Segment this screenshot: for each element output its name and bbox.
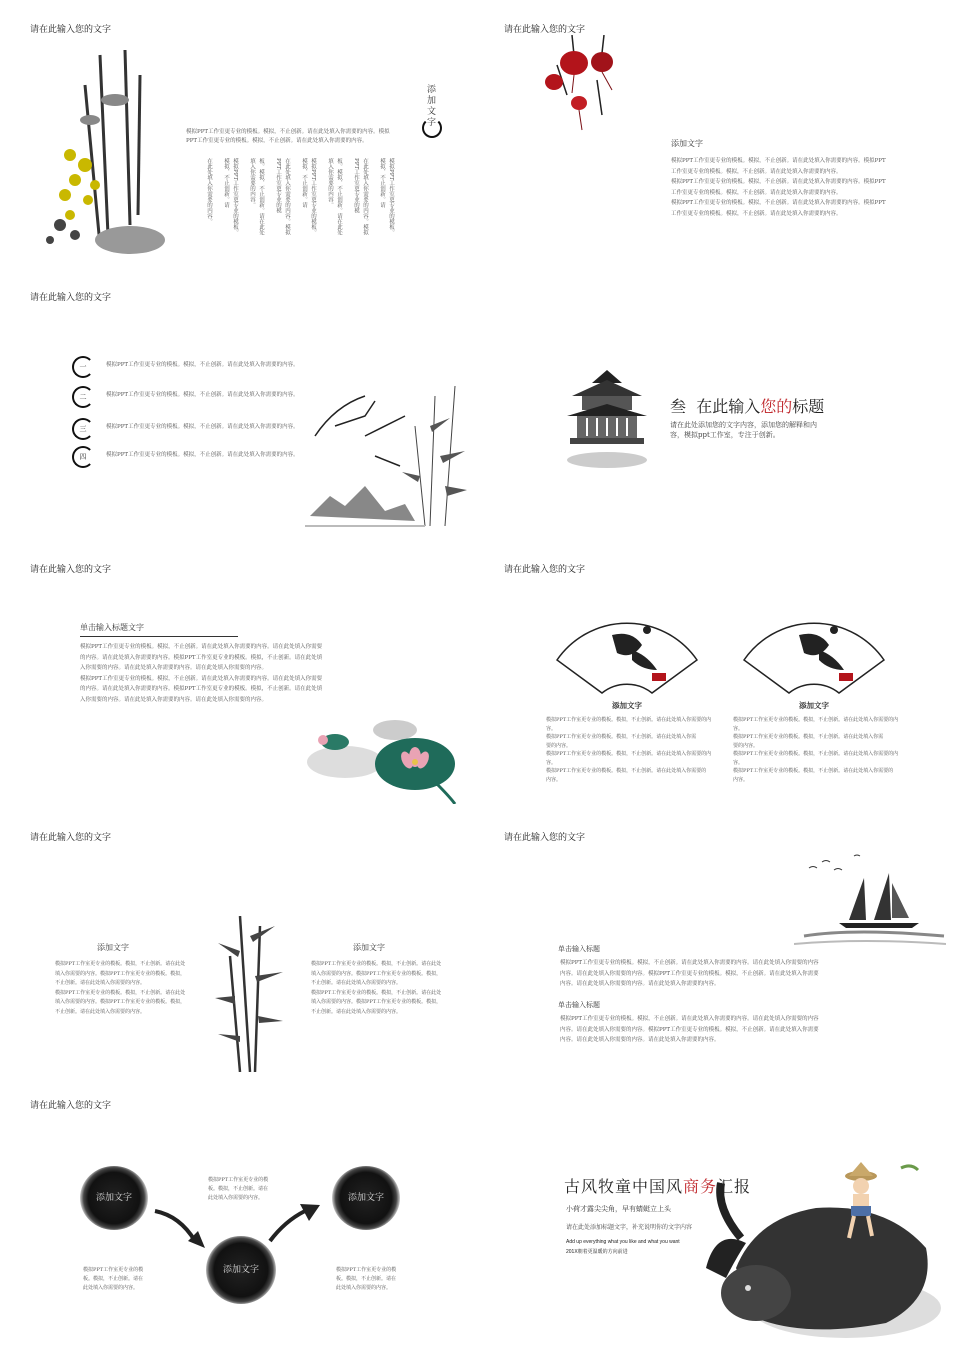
text-line: 不止创新。请在此处填入你需要的内容。 — [55, 1008, 146, 1015]
title-part: 在此输入 — [696, 397, 761, 416]
vertical-title: 添加文字 — [425, 84, 435, 128]
title-part: 标题 — [792, 397, 825, 416]
ink-arrow — [265, 1201, 325, 1246]
text-line: 模拟PPT工作室更专业的模板。模拟，不止创新。请在此处填入你需要的内容。 — [546, 751, 712, 766]
text-line: 板。模拟，不止创新。请在 — [83, 1276, 144, 1282]
fan-painting — [739, 615, 889, 695]
bamboo-painting — [210, 916, 305, 1072]
text-line: 不止创新。请在此处填入你需要的内容。 — [311, 1008, 402, 1015]
text-line: 此处填入你需要的内容。 — [336, 1285, 392, 1291]
slide-header: 请在此输入您的文字 — [30, 25, 112, 35]
text-line: 工作室更专业的模板。模拟，不止创新。请在此处填入你需要的内容。 — [671, 189, 842, 196]
block-title: 单击输入标题 — [558, 945, 600, 953]
ink-circle — [80, 1166, 148, 1230]
cranes-bamboo-painting — [305, 386, 472, 532]
slide-header: 请在此输入您的文字 — [30, 293, 112, 303]
english-line: 201X朝着更温暖的方向前进 — [566, 1249, 628, 1255]
ink-circle — [332, 1166, 400, 1230]
pavilion-painting — [562, 368, 652, 473]
list-item: 模拟PPT工作室更专业的模板。模拟，不止创新。请在此处填入你需要的内容。 — [106, 362, 299, 368]
number-badge: 四 — [72, 446, 94, 468]
slide-5 — [0, 540, 472, 804]
text-line: 填入你需要的内容。模拟PPT工作室更专业的模板。模拟， — [311, 970, 442, 977]
lantern-painting — [542, 35, 632, 135]
text-line: 模拟PPT工作室更专业的模板。模拟，不止创新。请在此处 — [311, 961, 442, 967]
text-line: 模拟PPT工作室更专业的模 — [83, 1267, 144, 1273]
desc-line: 请在此处添加您的文字内容，添加您的解释和内 — [670, 421, 817, 429]
number-badge: 二 — [72, 386, 94, 408]
block-text — [560, 1014, 850, 1046]
title-part: 汇报 — [717, 1177, 752, 1196]
subtitle: 请在此处添加标题文字，补充说明你的文字内容 — [566, 1224, 693, 1231]
list-item: 模拟PPT工作室更专业的模板。模拟，不止创新。请在此处填入你需要的内容。 — [106, 392, 299, 398]
card-title: 添加文字 — [353, 943, 385, 952]
slide-10 — [474, 1076, 946, 1340]
text-line: 模拟PPT工作室更专业的模板。模拟，不止创新。请在此处填入你需要的内容。请在此处填入你需要的内容 — [560, 960, 819, 966]
text-line: 模拟PPT工作室更专业的模板。模拟，不止创新。请在此处填入你需要的内容。模拟PPT — [671, 179, 886, 185]
circle-label: 添加文字 — [347, 1193, 384, 1203]
text-line: 工作室更专业的模板。模拟，不止创新。请在此处填入你需要的内容。 — [671, 210, 842, 217]
buffalo-boy-painting — [686, 1148, 946, 1340]
ink-circle — [206, 1236, 276, 1304]
text-block — [80, 642, 370, 705]
block-title: 单击输入标题 — [558, 1001, 600, 1009]
slide-3 — [0, 268, 472, 532]
slide-2 — [474, 0, 946, 264]
text-line: 工作室更专业的模板。模拟，不止创新。请在此处填入你需要的内容。 — [671, 168, 842, 175]
column-text: 模拟PPT工作室更专业的模板。模拟，不止创新。请 — [223, 158, 238, 236]
slide-header: 请在此输入您的文字 — [30, 1101, 112, 1111]
title-description — [670, 420, 817, 440]
sailboats-painting — [794, 848, 946, 948]
text-line: 内容。 — [546, 776, 562, 783]
number-badge: 三 — [72, 418, 94, 440]
text-line: 板。模拟，不止创新。请在 — [208, 1186, 269, 1192]
column-text: 板。模拟，不止创新。请在此处填入你需要的内容。 — [327, 158, 342, 235]
text-line: 模拟PPT工作室更专业的模板。模拟，不止创新。请在此处填入你需要的内容。 — [733, 717, 899, 732]
card-text — [55, 960, 200, 1017]
text-line: 模拟PPT工作室更专业的模板。模拟，不止创新。请在此处填入你需要的内容。模拟PPT — [671, 200, 886, 206]
text-block — [671, 156, 891, 219]
text-line: 模拟PPT工作室更专业的模板。模拟，不止创新。请在此处填入你需要的内容。请在此处填入你需要的内容 — [560, 1016, 819, 1022]
column-text: 在此处填入你需要的内容。模拟PPT工作室更专业的模 — [275, 158, 290, 235]
slide-6 — [474, 540, 946, 804]
slide-4 — [474, 268, 946, 532]
text-line: 模拟PPT工作室更专业的模板。模拟，不止创新。请在此处 — [55, 989, 186, 996]
slide-header: 请在此输入您的文字 — [504, 833, 586, 843]
title-highlight: 您的 — [760, 397, 793, 416]
section-title: 单击输入标题文字 — [80, 623, 144, 632]
slide-title — [670, 394, 824, 417]
circle-label: 添加文字 — [95, 1193, 132, 1203]
text-line: 要的内容。 — [733, 742, 759, 749]
text-line: 模拟PPT工作室更专业的模板。模拟，不止创新。请在此处填入你需 — [733, 734, 884, 740]
text-line: 模拟PPT工作室更专业的模板。模拟，不止创新。请在此处填入你需 — [546, 734, 697, 740]
text-line: 内容。 — [733, 776, 749, 783]
text-line: 此处填入你需要的内容。 — [83, 1285, 139, 1291]
text-line: 模拟PPT工作室更专业的模板。模拟，不止创新。请在此处填入你需要的内容。 — [733, 751, 899, 766]
slide-1 — [0, 0, 472, 264]
card-text — [311, 960, 456, 1017]
text-line: 模拟PPT工作室更专业的模板。模拟，不止创新。请在此处填入你需要的内容。 — [546, 717, 712, 732]
text-line: 内容。请在此处填入你需要的内容。请在此处填入你需要的内容。 — [560, 981, 720, 987]
note-text — [83, 1266, 163, 1293]
text-line: 模拟PPT工作室更专业的模板。模拟，不止创新。请在此处 — [55, 961, 186, 967]
desc-line: 容，模拟ppt工作室，专注于创新。 — [670, 431, 780, 439]
chrysanthemum-painting — [30, 45, 170, 260]
text-line: 入你需要的内容。请在此处填入你需要的内容。请在此处填入你需要的内容。 — [80, 696, 268, 703]
list-item: 模拟PPT工作室更专业的模板。模拟，不止创新。请在此处填入你需要的内容。 — [106, 424, 299, 430]
slide-8 — [474, 808, 946, 1072]
text-line: 不止创新。请在此处填入你需要的内容。 — [311, 980, 402, 986]
text-line: 入你需要的内容。请在此处填入你需要的内容。请在此处填入你需要的内容。 — [80, 665, 268, 671]
text-line: 此处填入你需要的内容。 — [208, 1195, 264, 1201]
poem-line: 小荷才露尖尖角，早有蜻蜓立上头 — [566, 1205, 671, 1213]
text-line: 模拟PPT工作室更专业的模 — [336, 1267, 397, 1273]
text-line: 的内容。请在此处填入你需要的内容。模拟PPT工作室更专业的模板。模拟，不止创新。请在此处填 — [80, 654, 323, 661]
slide-header: 请在此输入您的文字 — [30, 565, 112, 575]
card-title: 添加文字 — [799, 701, 829, 710]
text-line: 板。模拟，不止创新。请在 — [336, 1276, 397, 1282]
text-line: 内容。请在此处填入你需要的内容。请在此处填入你需要的内容。 — [560, 1037, 720, 1043]
list-item: 模拟PPT工作室更专业的模板。模拟，不止创新。请在此处填入你需要的内容。 — [106, 452, 299, 458]
card-title: 添加文字 — [97, 943, 129, 952]
intro-text: 模拟PPT工作室更专业的模板。模拟，不止创新。请在此处填入你需要的内容。模拟PPT工作室更专业的模板。模拟，不止创新。请在此处填入你需要的内容。 — [186, 129, 390, 144]
card-title: 添加文字 — [612, 701, 642, 710]
number-badge: 一 — [72, 356, 94, 378]
title-underline — [80, 636, 238, 637]
slide-header: 请在此输入您的文字 — [504, 565, 586, 575]
text-line: 不止创新。请在此处填入你需要的内容。 — [55, 980, 146, 986]
text-line: 填入你需要的内容。模拟PPT工作室更专业的模板。模拟， — [55, 970, 186, 977]
text-line: 要的内容。 — [546, 742, 572, 749]
slide-7 — [0, 808, 472, 1072]
card-text — [733, 716, 905, 784]
section-title: 添加文字 — [671, 139, 703, 148]
lotus-painting — [285, 712, 465, 804]
text-line: 的内容。请在此处填入你需要的内容。模拟PPT工作室更专业的模板。模拟，不止创新。请在此处填 — [80, 686, 323, 692]
card-text — [546, 716, 718, 784]
text-line: 模拟PPT工作室更专业的模板。模拟，不止创新。请在此处填入你需要的内容。请在此处填入你需要 — [80, 644, 323, 650]
ink-arrow — [150, 1206, 210, 1251]
text-line: 模拟PPT工作室更专业的模板。模拟，不止创新。请在此处 — [311, 989, 442, 996]
fan-painting — [552, 615, 702, 695]
column-text: 模拟PPT工作室更专业的模板。模拟，不止创新。请 — [379, 158, 394, 236]
column-text: 板。模拟，不止创新。请在此处填入你需要的内容。 — [249, 158, 264, 235]
section-number: 叁 — [670, 397, 687, 416]
vertical-columns — [200, 158, 395, 238]
text-line: 模拟PPT工作室更专业的模板。模拟，不止创新。请在此处填入你需要的 — [546, 768, 707, 774]
title-highlight: 商务 — [683, 1177, 718, 1196]
text-line: 模拟PPT工作室更专业的模板。模拟，不止创新。请在此处填入你需要的内容。模拟PPT — [671, 158, 886, 164]
text-line: 内容。请在此处填入你需要的内容。模拟PPT工作室更专业的模板。模拟，不止创新。请在此处填入你需要 — [560, 970, 819, 977]
title-part: 古风牧童中国风 — [564, 1177, 684, 1196]
ink-arc — [422, 118, 442, 138]
slide-9 — [0, 1076, 472, 1340]
slide-header: 请在此输入您的文字 — [504, 25, 586, 35]
slide-header: 请在此输入您的文字 — [30, 833, 112, 843]
text-line: 模拟PPT工作室更专业的模板。模拟，不止创新。请在此处填入你需要的 — [733, 768, 894, 774]
note-text — [208, 1176, 288, 1203]
column-text: 模拟PPT工作室更专业的模板。模拟，不止创新。请 — [301, 158, 316, 236]
circle-label: 添加文字 — [222, 1265, 259, 1275]
text-line: 填入你需要的内容。模拟PPT工作室更专业的模板。模拟， — [311, 999, 442, 1005]
english-line: Add up everything what you like and what you want — [566, 1239, 680, 1245]
text-line: 模拟PPT工作室更专业的模板。模拟，不止创新。请在此处填入你需要的内容。请在此处填入你需要 — [80, 675, 323, 682]
text-line: 模拟PPT工作室更专业的模 — [208, 1177, 269, 1183]
text-line: 内容。请在此处填入你需要的内容。模拟PPT工作室更专业的模板。模拟，不止创新。请在此处填入你需要 — [560, 1026, 819, 1033]
text-line: 填入你需要的内容。模拟PPT工作室更专业的模板。模拟， — [55, 999, 186, 1005]
note-text — [336, 1266, 416, 1293]
column-text: 在此处填入你需要的内容。 — [206, 158, 212, 224]
column-text: 在此处填入你需要的内容。模拟PPT工作室更专业的模 — [353, 158, 368, 235]
block-text — [560, 958, 850, 990]
